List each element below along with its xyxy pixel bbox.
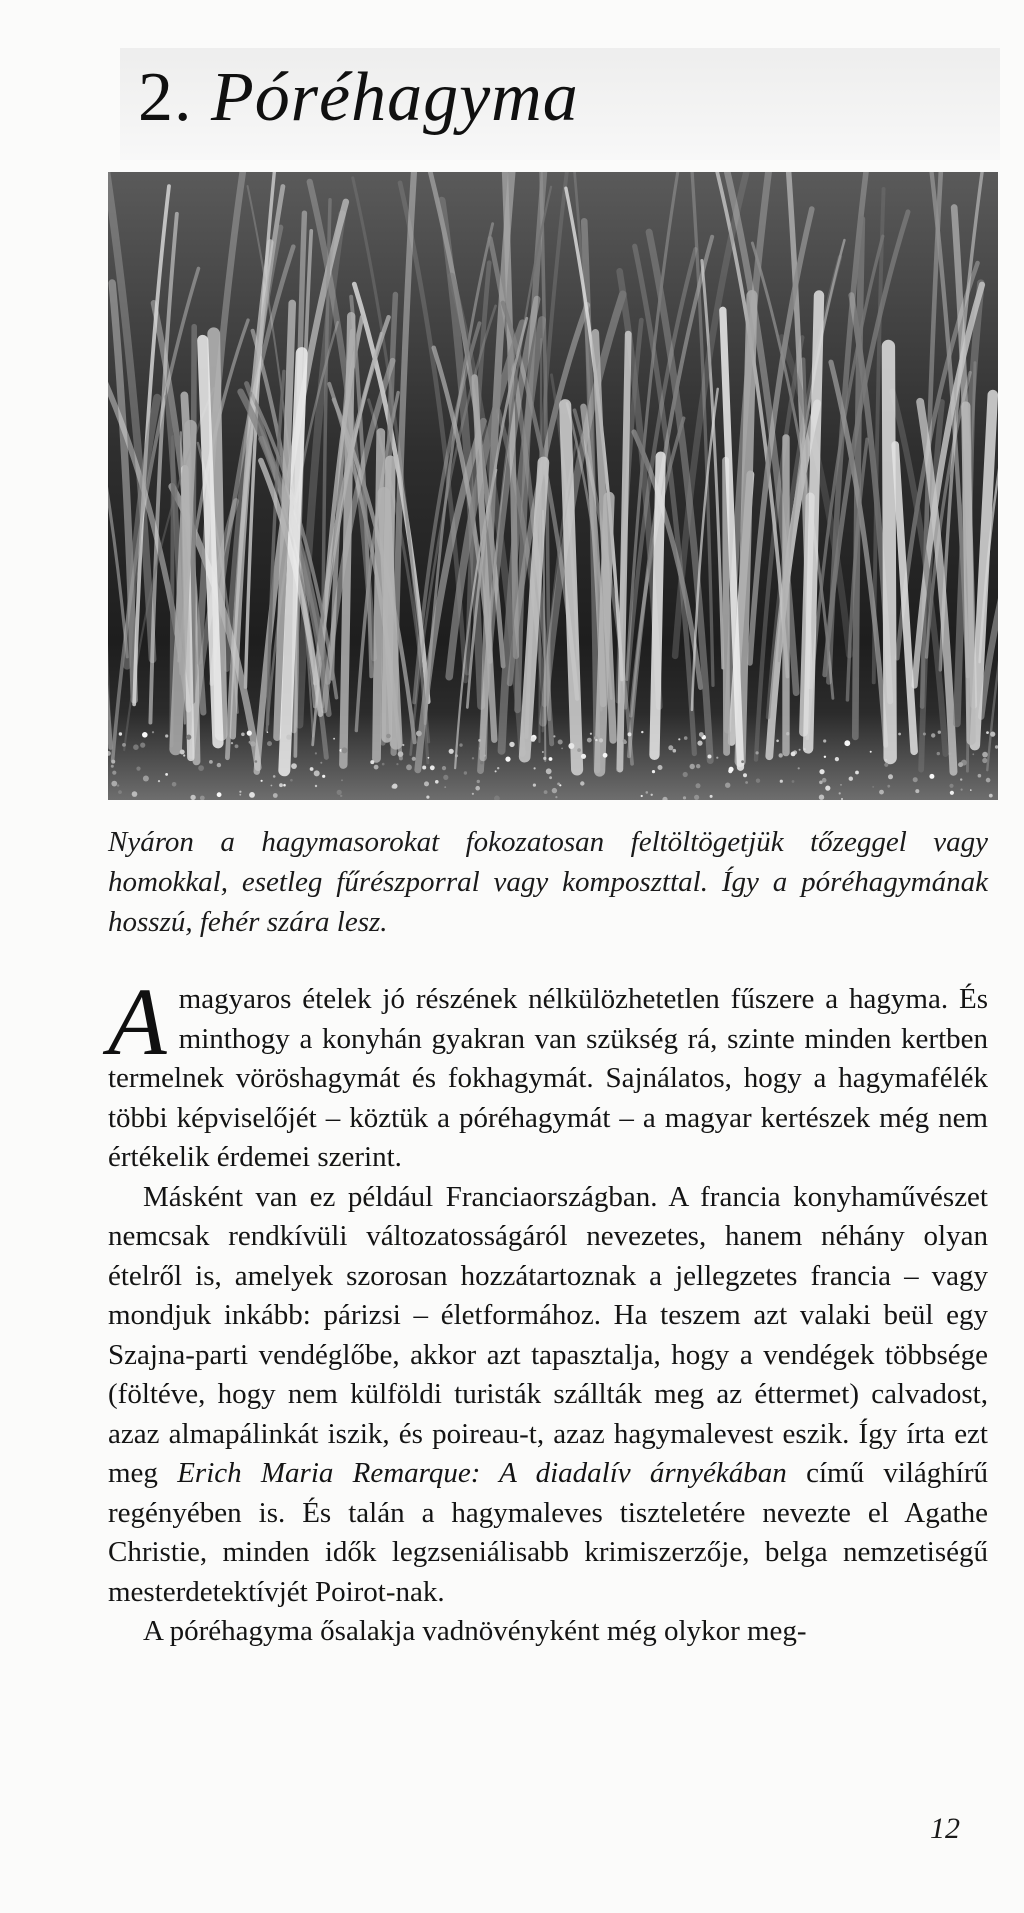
soil-speck bbox=[558, 740, 563, 745]
soil-speck bbox=[884, 763, 888, 767]
soil-speck bbox=[217, 763, 221, 767]
soil-speck bbox=[937, 752, 940, 755]
paragraph-2-text-b: című világhírű regényében is. És talán a hagymaleves tiszteletére nevezte el Agathe Christie, minden idők legzseniálisabb krimiszerzője, belga nemzetiségű mesterdetektívjét Poirot-nak. bbox=[108, 1457, 989, 1608]
soil-speck bbox=[544, 790, 548, 794]
leek-stalk bbox=[726, 460, 727, 752]
soil-speck bbox=[542, 751, 544, 753]
soil-speck bbox=[112, 771, 116, 775]
soil-speck bbox=[111, 781, 117, 787]
leek-stalk bbox=[888, 346, 890, 757]
soil-speck bbox=[887, 785, 890, 788]
soil-speck bbox=[776, 740, 779, 743]
soil-speck bbox=[186, 735, 191, 740]
soil-speck bbox=[136, 767, 140, 771]
soil-speck bbox=[320, 762, 322, 764]
soil-speck bbox=[480, 761, 483, 764]
paragraph-1-text: magyaros ételek jó részének nélkülözhetetlen fűszere a hagyma. És minthogy a konyhán gyakran van szükség rá, szinte minden kertben termelnek vöröshagymát és fokhagymát. Sajnálatos, hogy a hagymafélék többi képviselőjét – köztük a póréhagymát – a magyar kertészek még nem értékelik érdemei szerint. bbox=[108, 983, 988, 1173]
soil-speck bbox=[628, 732, 632, 736]
soil-speck bbox=[678, 738, 680, 740]
soil-speck bbox=[870, 751, 872, 753]
soil-speck bbox=[784, 751, 786, 753]
soil-speck bbox=[122, 743, 126, 747]
soil-speck bbox=[651, 794, 653, 796]
soil-speck bbox=[333, 738, 335, 740]
soil-speck bbox=[406, 764, 412, 770]
paragraph-3: A póréhagyma ősalakja vadnövényként még olykor meg- bbox=[143, 1615, 807, 1647]
soil-speck bbox=[341, 747, 347, 753]
soil-speck bbox=[443, 775, 448, 780]
photo-illustration bbox=[108, 172, 998, 800]
soil-speck bbox=[819, 781, 823, 785]
soil-speck bbox=[398, 751, 404, 757]
soil-speck bbox=[543, 757, 546, 760]
soil-speck bbox=[835, 757, 839, 761]
soil-speck bbox=[552, 788, 557, 793]
soil-speck bbox=[549, 757, 553, 761]
soil-speck bbox=[590, 733, 592, 735]
soil-speck bbox=[825, 786, 830, 791]
soil-speck bbox=[779, 753, 783, 757]
soil-speck bbox=[599, 738, 603, 742]
soil-speck bbox=[990, 732, 995, 737]
soil-speck bbox=[183, 754, 185, 756]
soil-speck bbox=[743, 773, 747, 777]
soil-speck bbox=[684, 736, 688, 740]
soil-speck bbox=[250, 741, 255, 746]
soil-speck bbox=[978, 774, 982, 778]
soil-speck bbox=[745, 781, 748, 784]
soil-speck bbox=[716, 757, 718, 759]
soil-speck bbox=[804, 748, 806, 750]
leek-stalk bbox=[966, 406, 971, 740]
soil-speck bbox=[949, 752, 952, 755]
soil-speck bbox=[960, 778, 962, 780]
soil-speck bbox=[459, 743, 462, 746]
soil-speck bbox=[658, 765, 663, 770]
soil-speck bbox=[915, 789, 919, 793]
soil-speck bbox=[872, 786, 874, 788]
paragraph-1 bbox=[108, 968, 988, 1178]
soil-speck bbox=[158, 780, 160, 782]
soil-speck bbox=[217, 792, 222, 797]
soil-speck bbox=[972, 753, 974, 755]
soil-speck bbox=[495, 770, 497, 772]
soil-speck bbox=[668, 745, 673, 750]
soil-speck bbox=[581, 754, 586, 759]
soil-speck bbox=[683, 772, 688, 777]
soil-speck bbox=[478, 739, 481, 742]
soil-speck bbox=[949, 784, 953, 788]
soil-speck bbox=[913, 777, 918, 782]
soil-speck bbox=[140, 743, 145, 748]
soil-speck bbox=[424, 781, 429, 786]
soil-speck bbox=[888, 774, 893, 779]
soil-speck bbox=[286, 735, 291, 740]
soil-speck bbox=[898, 733, 901, 736]
soil-speck bbox=[840, 784, 842, 786]
soil-speck bbox=[646, 791, 649, 794]
soil-speck bbox=[710, 795, 713, 798]
soil-speck bbox=[791, 752, 796, 757]
soil-speck bbox=[322, 775, 325, 778]
soil-speck bbox=[561, 748, 563, 750]
soil-speck bbox=[267, 731, 269, 733]
soil-speck bbox=[209, 760, 213, 764]
soil-speck bbox=[165, 773, 168, 776]
soil-speck bbox=[699, 732, 704, 737]
soil-speck bbox=[475, 786, 480, 791]
soil-speck bbox=[279, 783, 283, 787]
page-number: 12 bbox=[930, 1812, 960, 1845]
soil-speck bbox=[261, 780, 263, 782]
soil-speck bbox=[505, 757, 510, 762]
soil-speck bbox=[310, 767, 314, 771]
soil-speck bbox=[386, 734, 391, 739]
soil-speck bbox=[690, 764, 695, 769]
soil-speck bbox=[879, 790, 884, 795]
soil-speck bbox=[271, 785, 273, 787]
soil-speck bbox=[143, 776, 149, 782]
soil-speck bbox=[823, 739, 826, 742]
chapter-title-text: Póréhagyma bbox=[211, 59, 579, 136]
leek-rows-photo bbox=[108, 172, 998, 800]
soil-speck bbox=[444, 786, 446, 788]
paragraph-2-text-a: Másként van ez például Franciaországban. A francia konyhaművészet nemcsak rendkívüli változatosságáról nevezetes, hanem néhány olyan ételről is, amelyek szorosan hozzátartoznak a jellegzetes francia – vagy mondjuk inkább: párizsi – életformához. Ha teszem azt valaki beül egy Szajna-parti vendéglőbe, akkor azt tapasztalja, hogy a vendégek többsége (föltéve, hogy nem külföldi turisták szállták meg az éttermet) calvadost, azaz almapálinkát iszik, és poireau-t, azaz hagymalevest eszik. Így írta ezt meg bbox=[108, 1180, 988, 1489]
soil-speck bbox=[255, 760, 258, 763]
soil-speck bbox=[729, 767, 734, 772]
soil-speck bbox=[396, 763, 398, 765]
drop-cap: A bbox=[108, 968, 167, 1075]
soil-speck bbox=[464, 771, 467, 774]
soil-speck bbox=[442, 766, 446, 770]
soil-speck bbox=[697, 741, 702, 746]
soil-speck bbox=[849, 777, 853, 781]
soil-speck bbox=[273, 793, 278, 798]
soil-speck bbox=[577, 748, 581, 752]
soil-speck bbox=[340, 795, 342, 797]
soil-speck bbox=[412, 757, 416, 761]
soil-speck bbox=[428, 757, 430, 759]
soil-speck bbox=[580, 781, 584, 785]
soil-speck bbox=[165, 734, 168, 737]
soil-speck bbox=[416, 731, 422, 737]
soil-speck bbox=[455, 754, 458, 757]
soil-speck bbox=[798, 767, 800, 769]
soil-speck bbox=[315, 752, 317, 754]
soil-speck bbox=[374, 765, 379, 770]
soil-speck bbox=[247, 731, 252, 736]
soil-speck bbox=[118, 790, 122, 794]
soil-speck bbox=[708, 755, 712, 759]
soil-speck bbox=[235, 744, 239, 748]
soil-speck bbox=[484, 755, 486, 757]
soil-speck bbox=[509, 742, 514, 747]
soil-speck bbox=[982, 752, 988, 758]
soil-speck bbox=[792, 780, 795, 783]
soil-speck bbox=[477, 780, 480, 783]
soil-speck bbox=[595, 739, 597, 741]
soil-speck bbox=[885, 759, 887, 761]
soil-speck bbox=[970, 789, 972, 791]
soil-speck bbox=[422, 766, 426, 770]
soil-speck bbox=[534, 767, 536, 769]
soil-speck bbox=[111, 760, 115, 764]
soil-speck bbox=[341, 779, 343, 781]
soil-speck bbox=[382, 763, 385, 766]
soil-speck bbox=[449, 749, 454, 754]
soil-speck bbox=[855, 771, 859, 775]
soil-speck bbox=[652, 770, 655, 773]
soil-speck bbox=[989, 794, 993, 798]
soil-speck bbox=[696, 783, 701, 788]
soil-speck bbox=[786, 732, 789, 735]
soil-speck bbox=[756, 779, 760, 783]
soil-speck bbox=[923, 733, 926, 736]
soil-speck bbox=[819, 769, 824, 774]
soil-speck bbox=[111, 765, 114, 768]
book-reference: Erich Maria Remarque: A diadalív árnyékában bbox=[177, 1457, 787, 1489]
soil-speck bbox=[117, 784, 119, 786]
soil-speck bbox=[249, 792, 255, 798]
soil-speck bbox=[694, 795, 699, 800]
soil-speck bbox=[623, 739, 626, 742]
soil-speck bbox=[172, 782, 177, 787]
soil-speck bbox=[267, 741, 272, 746]
soil-speck bbox=[799, 749, 801, 751]
soil-speck bbox=[549, 776, 552, 779]
soil-speck bbox=[938, 731, 941, 734]
soil-speck bbox=[839, 792, 841, 794]
soil-speck bbox=[426, 796, 429, 799]
soil-speck bbox=[986, 731, 989, 734]
soil-speck bbox=[231, 742, 233, 744]
soil-speck bbox=[555, 796, 557, 798]
soil-speck bbox=[982, 758, 987, 763]
soil-speck bbox=[756, 751, 759, 754]
soil-speck bbox=[435, 780, 439, 784]
soil-speck bbox=[315, 785, 317, 787]
soil-speck bbox=[241, 733, 245, 737]
soil-speck bbox=[741, 760, 744, 763]
soil-speck bbox=[533, 784, 536, 787]
chapter-title bbox=[138, 58, 579, 138]
soil-speck bbox=[472, 757, 474, 759]
soil-speck bbox=[553, 735, 555, 737]
soil-speck bbox=[673, 749, 677, 753]
soil-speck bbox=[119, 732, 122, 735]
soil-speck bbox=[314, 770, 320, 776]
soil-speck bbox=[392, 784, 397, 789]
soil-speck bbox=[283, 784, 286, 787]
soil-speck bbox=[142, 732, 148, 738]
soil-speck bbox=[641, 795, 643, 797]
leek-stalk bbox=[376, 432, 380, 758]
soil-speck bbox=[180, 750, 185, 755]
soil-speck bbox=[132, 791, 138, 797]
paragraph-2 bbox=[108, 1178, 988, 1613]
soil-speck bbox=[430, 765, 435, 770]
soil-speck bbox=[950, 791, 954, 795]
soil-speck bbox=[198, 765, 204, 771]
soil-speck bbox=[472, 793, 474, 795]
soil-speck bbox=[479, 747, 482, 750]
soil-speck bbox=[929, 774, 934, 779]
soil-speck bbox=[497, 767, 499, 769]
soil-speck bbox=[273, 775, 276, 778]
soil-speck bbox=[133, 744, 139, 750]
article-body bbox=[108, 968, 989, 1652]
leek-stalk bbox=[654, 457, 660, 755]
soil-speck bbox=[841, 798, 843, 800]
soil-speck bbox=[190, 795, 195, 800]
soil-speck bbox=[819, 795, 824, 800]
soil-speck bbox=[844, 740, 850, 746]
soil-speck bbox=[402, 744, 404, 746]
soil-speck bbox=[958, 762, 963, 767]
soil-speck bbox=[531, 737, 536, 742]
soil-speck bbox=[587, 738, 592, 743]
soil-speck bbox=[370, 760, 374, 764]
soil-speck bbox=[239, 791, 241, 793]
soil-speck bbox=[617, 770, 619, 772]
soil-speck bbox=[683, 796, 686, 799]
chapter-number: 2. bbox=[138, 59, 193, 136]
soil-speck bbox=[986, 778, 991, 783]
soil-speck bbox=[568, 743, 574, 749]
soil-speck bbox=[152, 731, 154, 733]
soil-speck bbox=[961, 789, 963, 791]
soil-speck bbox=[290, 779, 293, 782]
soil-speck bbox=[603, 753, 608, 758]
soil-speck bbox=[546, 768, 552, 774]
soil-speck bbox=[239, 794, 241, 796]
soil-speck bbox=[780, 780, 783, 783]
photo-caption: Nyáron a hagymasorokat fokozatosan feltöltögetjük tőzeggel vagy homokkal, esetleg fűrészporral vagy komposzttal. Így a póréhagymának hosszú, fehér szára lesz. bbox=[108, 826, 988, 938]
soil-speck bbox=[824, 756, 826, 758]
soil-speck bbox=[557, 783, 560, 786]
soil-speck bbox=[291, 763, 297, 769]
soil-speck bbox=[641, 731, 643, 733]
soil-speck bbox=[337, 790, 342, 795]
soil-speck bbox=[931, 733, 935, 737]
soil-speck bbox=[696, 764, 700, 768]
soil-speck bbox=[725, 783, 730, 788]
